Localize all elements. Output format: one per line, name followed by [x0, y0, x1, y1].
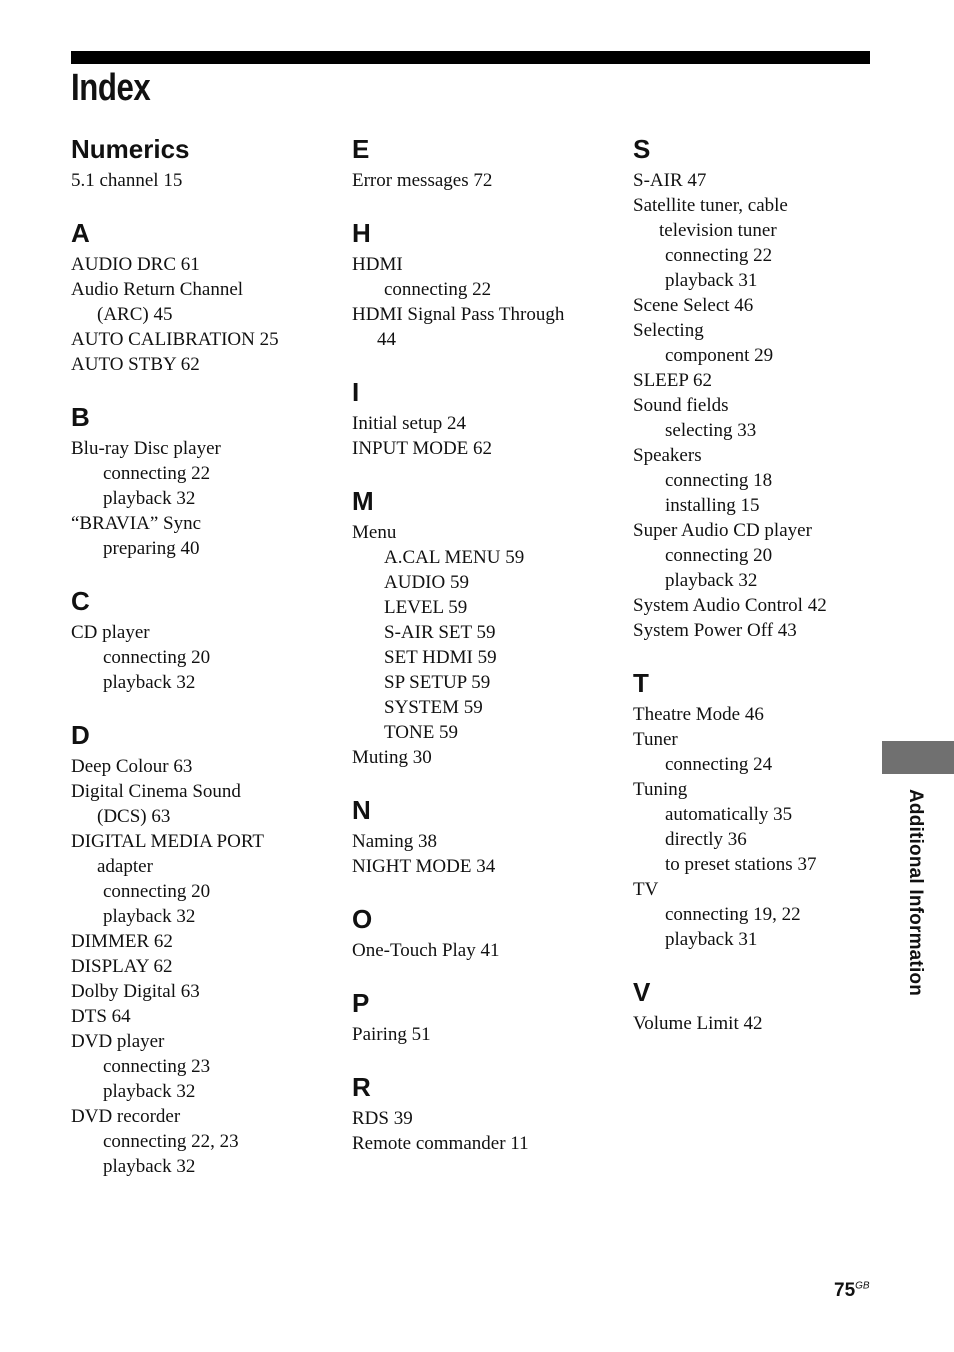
section-heading: P [352, 988, 370, 1018]
index-entry: Theatre Mode 46 [633, 704, 764, 725]
page-number-suffix: GB [855, 1280, 870, 1292]
section-side-label: Additional Information [905, 789, 926, 997]
index-entry: Digital Cinema Sound [71, 781, 241, 802]
index-entry: Tuning [633, 779, 688, 800]
index-subentry: connecting 20 [103, 647, 211, 668]
section-heading: H [352, 218, 371, 248]
index-subentry: connecting 22, 23 [103, 1131, 239, 1152]
section-heading: B [71, 402, 90, 432]
section-heading: M [352, 486, 374, 516]
index-entry: INPUT MODE 62 [352, 438, 493, 459]
index-subentry: S-AIR SET 59 [384, 622, 496, 643]
index-section [352, 791, 622, 879]
index-entry: Error messages 72 [352, 170, 493, 191]
index-subentry: connecting 19, 22 [665, 904, 801, 925]
index-entry: AUDIO DRC 61 [71, 254, 200, 275]
index-entry: One-Touch Play 41 [352, 940, 500, 961]
index-section [633, 973, 903, 1036]
index-entry: HDMI [352, 254, 403, 275]
index-entry: DVD player [71, 1031, 165, 1052]
index-subentry: playback 32 [665, 570, 758, 591]
index-section [352, 214, 622, 352]
index-entry: Menu [352, 522, 397, 543]
section-heading: S [633, 134, 651, 164]
index-entry: Sound fields [633, 395, 729, 416]
index-entry: “BRAVIA” Sync [71, 513, 202, 534]
section-heading: A [71, 218, 90, 248]
index-subentry: SET HDMI 59 [384, 647, 497, 668]
index-subentry: connecting 23 [103, 1056, 211, 1077]
page-title: Index [71, 67, 151, 109]
index-subentry: adapter [97, 856, 153, 877]
section-heading: N [352, 795, 371, 825]
index-entry: Naming 38 [352, 831, 437, 852]
index-subentry: connecting 18 [665, 470, 773, 491]
index-subentry: connecting 22 [103, 463, 211, 484]
index-subentry: automatically 35 [665, 804, 793, 825]
index-subentry: connecting 20 [665, 545, 773, 566]
index-subentry: playback 32 [103, 488, 196, 509]
index-subentry: 44 [377, 329, 396, 350]
index-entry: DIMMER 62 [71, 931, 173, 952]
section-heading: T [633, 668, 649, 698]
index-entry: Audio Return Channel [71, 279, 244, 300]
index-subentry: playback 32 [103, 906, 196, 927]
index-entry: RDS 39 [352, 1108, 413, 1129]
index-entry: DISPLAY 62 [71, 956, 173, 977]
index-column-2 [352, 130, 622, 1177]
index-entry: Super Audio CD player [633, 520, 812, 541]
index-entry: Initial setup 24 [352, 413, 466, 434]
index-subentry: connecting 22 [665, 245, 773, 266]
index-section [71, 214, 341, 377]
index-subentry: selecting 33 [665, 420, 757, 441]
index-entry: AUTO CALIBRATION 25 [71, 329, 279, 350]
section-tab-marker [882, 741, 954, 774]
index-section [71, 130, 341, 193]
index-subentry: playback 31 [665, 270, 758, 291]
index-subentry: connecting 22 [384, 279, 492, 300]
section-heading: E [352, 134, 370, 164]
index-section [352, 984, 622, 1047]
section-heading: I [352, 377, 360, 407]
index-column-3 [633, 130, 903, 1057]
index-entry: DVD recorder [71, 1106, 181, 1127]
index-entry: 5.1 channel 15 [71, 170, 183, 191]
index-subentry: SYSTEM 59 [384, 697, 483, 718]
index-subentry: playback 32 [103, 1156, 196, 1177]
page-number [834, 1280, 870, 1302]
section-heading: D [71, 720, 90, 750]
index-subentry: connecting 24 [665, 754, 773, 775]
index-entry: HDMI Signal Pass Through [352, 304, 565, 325]
index-subentry: TONE 59 [384, 722, 459, 743]
index-subentry: A.CAL MENU 59 [384, 547, 525, 568]
index-section [71, 716, 341, 1179]
index-entry: AUTO STBY 62 [71, 354, 200, 375]
index-entry: DIGITAL MEDIA PORT [71, 831, 264, 852]
index-section [352, 130, 622, 193]
index-section [633, 130, 903, 643]
index-entry: Dolby Digital 63 [71, 981, 200, 1002]
section-heading: O [352, 904, 373, 934]
page-number-value: 75 [834, 1280, 856, 1301]
index-subentry: to preset stations 37 [665, 854, 817, 875]
index-entry: Selecting [633, 320, 704, 341]
index-entry: Speakers [633, 445, 702, 466]
index-entry: System Power Off 43 [633, 620, 797, 641]
index-column-1 [71, 130, 341, 1200]
index-entry: Tuner [633, 729, 678, 750]
index-entry: S-AIR 47 [633, 170, 707, 191]
section-heading: C [71, 586, 90, 616]
index-subentry: playback 32 [103, 672, 196, 693]
index-subentry: component 29 [665, 345, 774, 366]
index-subentry: installing 15 [665, 495, 760, 516]
index-subentry: LEVEL 59 [384, 597, 468, 618]
index-section [352, 482, 622, 770]
index-subentry: AUDIO 59 [384, 572, 469, 593]
index-entry: DTS 64 [71, 1006, 131, 1027]
section-heading: V [633, 977, 651, 1007]
index-section [71, 582, 341, 695]
section-heading: Numerics [71, 134, 190, 164]
index-section [633, 664, 903, 952]
index-entry: Satellite tuner, cable [633, 195, 788, 216]
index-entry: System Audio Control 42 [633, 595, 827, 616]
section-heading: R [352, 1072, 371, 1102]
index-subentry: (ARC) 45 [97, 304, 173, 325]
index-subentry: directly 36 [665, 829, 747, 850]
index-subentry: preparing 40 [103, 538, 200, 559]
index-section [352, 900, 622, 963]
index-entry: CD player [71, 622, 150, 643]
index-entry: Volume Limit 42 [633, 1013, 763, 1034]
index-entry: TV [633, 879, 659, 900]
index-subentry: (DCS) 63 [97, 806, 171, 827]
index-subentry: television tuner [659, 220, 777, 241]
index-subentry: SP SETUP 59 [384, 672, 491, 693]
index-entry: Scene Select 46 [633, 295, 754, 316]
index-entry: SLEEP 62 [633, 370, 712, 391]
index-entry: Deep Colour 63 [71, 756, 193, 777]
index-entry: Muting 30 [352, 747, 432, 768]
index-section [352, 373, 622, 461]
top-rule [71, 51, 870, 64]
index-section [71, 398, 341, 561]
index-subentry: playback 32 [103, 1081, 196, 1102]
index-entry: Remote commander 11 [352, 1133, 529, 1154]
index-entry: Pairing 51 [352, 1024, 431, 1045]
index-subentry: connecting 20 [103, 881, 211, 902]
index-entry: Blu-ray Disc player [71, 438, 221, 459]
index-section [352, 1068, 622, 1156]
index-entry: NIGHT MODE 34 [352, 856, 496, 877]
index-subentry: playback 31 [665, 929, 758, 950]
